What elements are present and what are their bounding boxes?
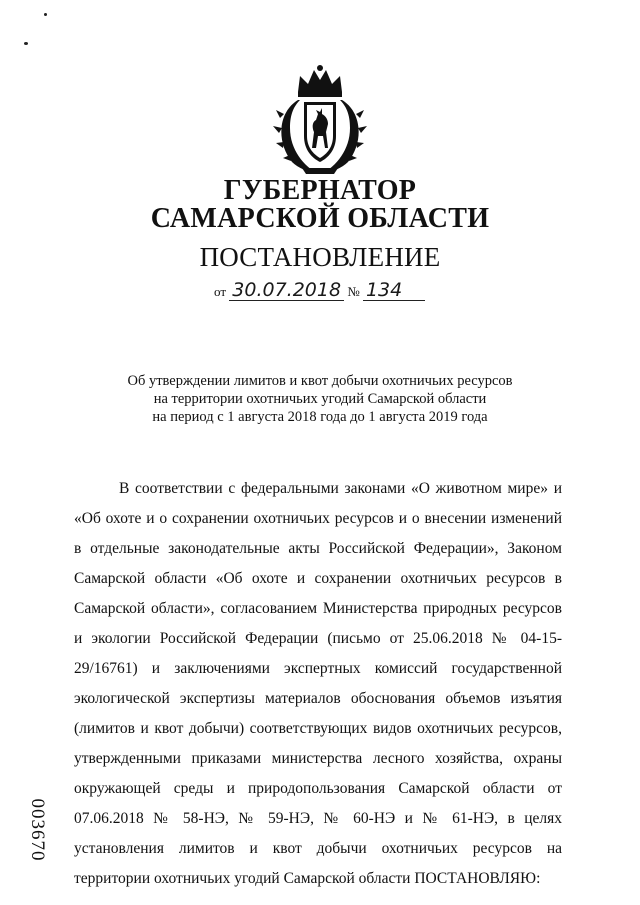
registration-stamp-number xyxy=(26,790,48,870)
coat-of-arms-samara-icon xyxy=(268,62,372,178)
subject-line-2: на территории охотничьих угодий Самарской области xyxy=(153,391,487,407)
handwritten-number: 134 xyxy=(363,280,425,301)
scan-speck xyxy=(24,42,28,45)
document-type-heading: ПОСТАНОВЛЕНИЕ xyxy=(199,242,441,272)
stamp-number-text: 003670 xyxy=(27,798,48,862)
issuer-title-line2: САМАРСКОЙ ОБЛАСТИ xyxy=(150,203,490,234)
issuer-title-line1: ГУБЕРНАТОР xyxy=(223,175,417,206)
body-paragraph: В соответствии с федеральными законами «О животном мире» и «Об охоте и о сохранении охотничьих ресурсов и о внесении изменений в отдельные законодательные акты Российской Федерации», Законом Самарской области «Об охоте и сохранении охотничьих ресурсов в Самарской области», согласованием Министерства природных ресурсов и экологии Российской Федерации (письмо от 25.06.2018 № 04-15-29/16761) и заключениями экспертных комиссий государственной экологической экспертизы материалов обоснования объемов изъятия (лимитов и квот добычи) соответствующих видов охотничьих ресурсов, утвержденными приказами министерства лесного хозяйства, охраны окружающей среды и природопользования Самарской области от 07.06.2018 № 58-НЭ, № 59-НЭ, № 60-НЭ и № 61-НЭ, в целях установления лимитов и квот добычи охотничьих ресурсов на территории охотничьих угодий Самарской области ПОСТАНОВЛЯЮ: xyxy=(74,480,562,887)
subject-line-1: Об утверждении лимитов и квот добычи охотничьих ресурсов xyxy=(127,373,513,389)
number-sign-label: № xyxy=(347,284,360,299)
subject-line-3: на период с 1 августа 2018 года до 1 августа 2019 года xyxy=(152,409,488,425)
scan-speck xyxy=(44,13,47,16)
handwritten-date: 30.07.2018 xyxy=(229,280,344,301)
document-subject xyxy=(0,372,640,426)
date-prefix-label: от xyxy=(214,284,227,299)
date-number-line xyxy=(214,280,425,301)
